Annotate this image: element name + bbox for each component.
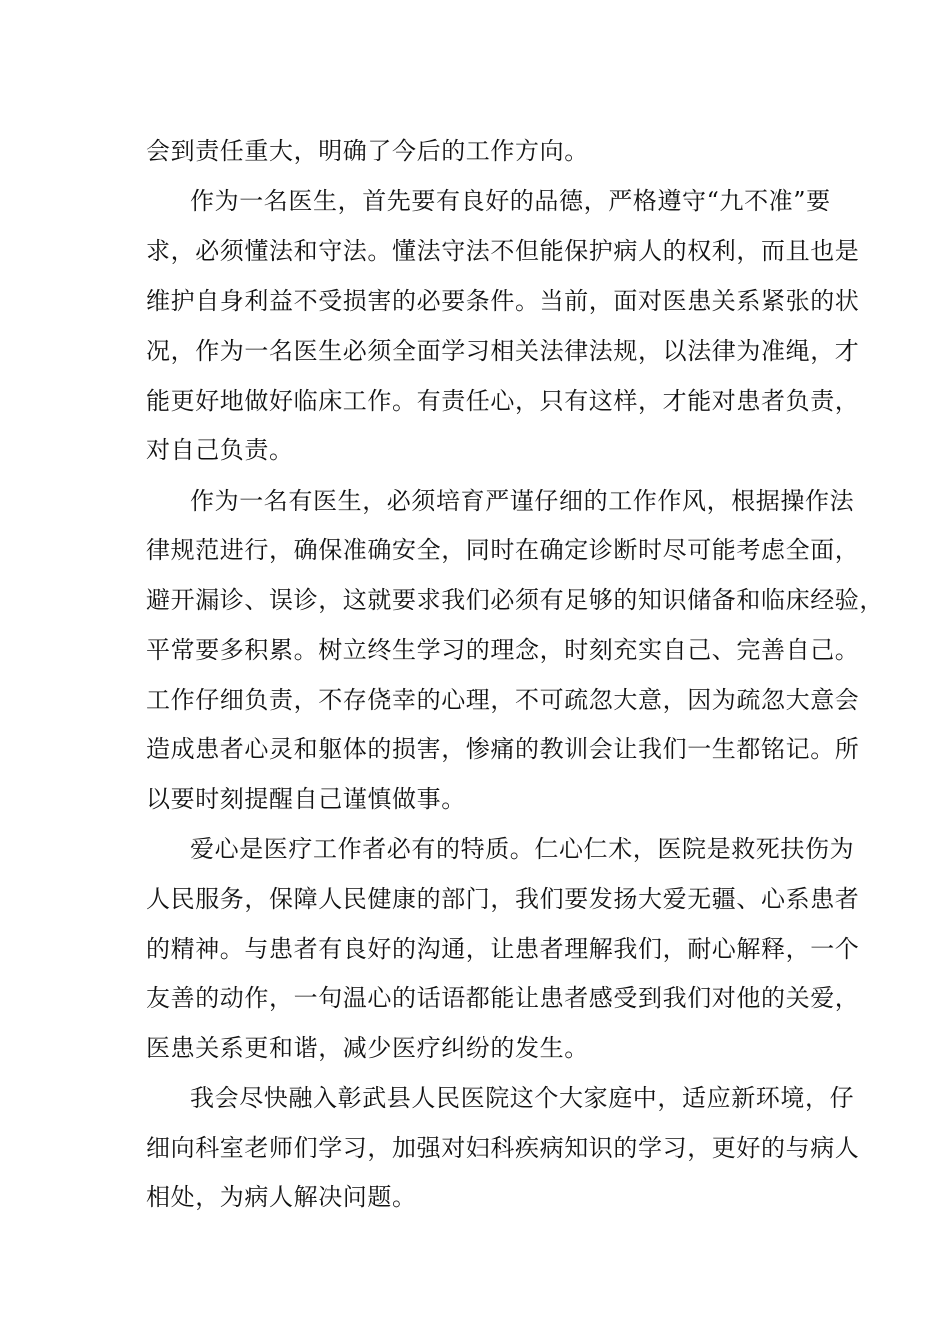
text-line: 避开漏诊、误诊，这就要求我们必须有足够的知识储备和临床经验， <box>146 586 884 614</box>
text-line: 求，必须懂法和守法。懂法守法不但能保护病人的权利，而且也是 <box>146 237 860 265</box>
text-line: 会到责任重大，明确了今后的工作方向。 <box>146 137 589 165</box>
text-line: 况，作为一名医生必须全面学习相关法律法规，以法律为准绳，才 <box>146 337 860 365</box>
text-line: 造成患者心灵和躯体的损害，惨痛的教训会让我们一生都铭记。所 <box>146 735 860 763</box>
text-line: 以要时刻提醒自己谨慎做事。 <box>146 785 466 813</box>
text-line: 维护自身利益不受损害的必要条件。当前，面对医患关系紧张的状 <box>146 287 860 315</box>
paragraph-first-line: 作为一名医生，首先要有良好的品德，严格遵守“九不准”要 <box>190 187 831 215</box>
text-line: 工作仔细负责，不存侥幸的心理，不可疏忽大意，因为疏忽大意会 <box>146 686 860 714</box>
paragraph-first-line: 爱心是医疗工作者必有的特质。仁心仁术，医院是救死扶伤为 <box>190 835 855 863</box>
text-line: 细向科室老师们学习，加强对妇科疾病知识的学习，更好的与病人 <box>146 1134 860 1162</box>
text-line: 平常要多积累。树立终生学习的理念，时刻充实自己、完善自己。 <box>146 636 860 664</box>
text-line: 人民服务，保障人民健康的部门，我们要发扬大爱无疆、心系患者 <box>146 885 860 913</box>
text-line: 医患关系更和谐，减少医疗纠纷的发生。 <box>146 1034 589 1062</box>
text-line: 相处，为病人解决问题。 <box>146 1183 417 1211</box>
text-line: 友善的动作，一句温心的话语都能让患者感受到我们对他的关爱， <box>146 984 860 1012</box>
paragraph-first-line: 我会尽快融入彰武县人民医院这个大家庭中，适应新环境，仔 <box>190 1084 855 1112</box>
text-line: 律规范进行，确保准确安全，同时在确定诊断时尽可能考虑全面， <box>146 536 860 564</box>
text-line: 的精神。与患者有良好的沟通，让患者理解我们，耐心解释，一个 <box>146 935 860 963</box>
paragraph-first-line: 作为一名有医生，必须培育严谨仔细的工作作风，根据操作法 <box>190 487 855 515</box>
text-line: 能更好地做好临床工作。有责任心，只有这样，才能对患者负责， <box>146 387 860 415</box>
text-line: 对自己负责。 <box>146 436 294 464</box>
